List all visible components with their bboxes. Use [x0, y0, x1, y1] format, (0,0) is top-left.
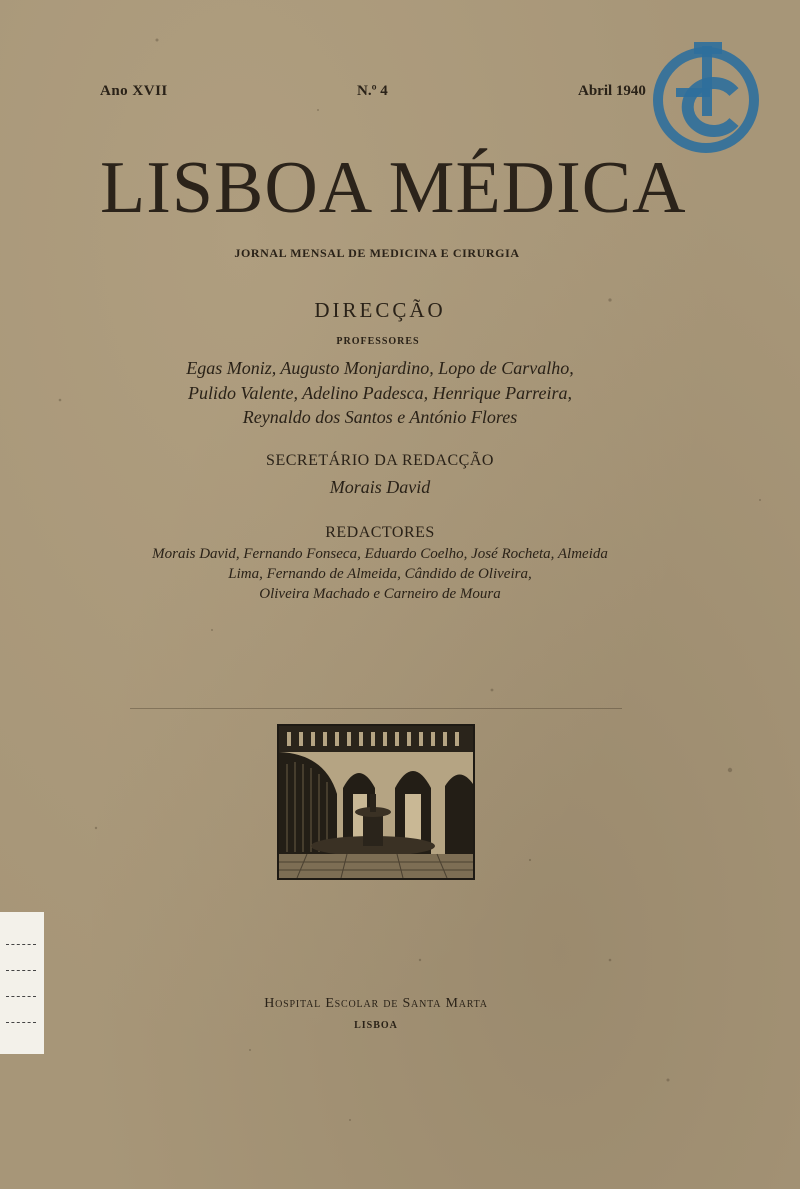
cloister-woodcut-illustration — [277, 724, 475, 880]
label-line — [6, 944, 36, 945]
divider-rule — [130, 708, 622, 709]
issue-year: Ano XVII — [100, 83, 168, 99]
publisher-city: LISBOA — [354, 1020, 398, 1031]
issue-date: Abril 1940 — [578, 83, 646, 99]
directors-line: Pulido Valente, Adelino Padesca, Henrique Parreira, — [188, 383, 572, 403]
directors-line: Egas Moniz, Augusto Monjardino, Lopo de Carvalho, — [186, 358, 574, 378]
publisher-name: Hospital Escolar de Santa Marta — [264, 996, 488, 1011]
direction-heading: DIRECÇÃO — [314, 298, 446, 322]
secretary-name: Morais David — [329, 477, 431, 497]
label-line — [6, 996, 36, 997]
issue-number: N.º 4 — [357, 83, 388, 99]
library-stamp-icon — [648, 36, 764, 156]
professors-label: PROFESSORES — [336, 336, 420, 347]
library-label — [0, 912, 44, 1054]
secretary-heading: SECRETÁRIO DA REDACÇÃO — [266, 452, 494, 469]
journal-title: LISBOA MÉDICA — [100, 147, 687, 229]
label-line — [6, 970, 36, 971]
directors-line: Reynaldo dos Santos e António Flores — [242, 407, 518, 427]
editors-heading: REDACTORES — [325, 524, 435, 541]
journal-subtitle: JORNAL MENSAL DE MEDICINA E CIRURGIA — [234, 246, 520, 260]
editors-line: Morais David, Fernando Fonseca, Eduardo Coelho, José Rocheta, Almeida — [152, 546, 608, 562]
label-line — [6, 1022, 36, 1023]
editors-line: Oliveira Machado e Carneiro de Moura — [259, 586, 501, 602]
editors-line: Lima, Fernando de Almeida, Cândido de Oliveira, — [228, 566, 532, 582]
